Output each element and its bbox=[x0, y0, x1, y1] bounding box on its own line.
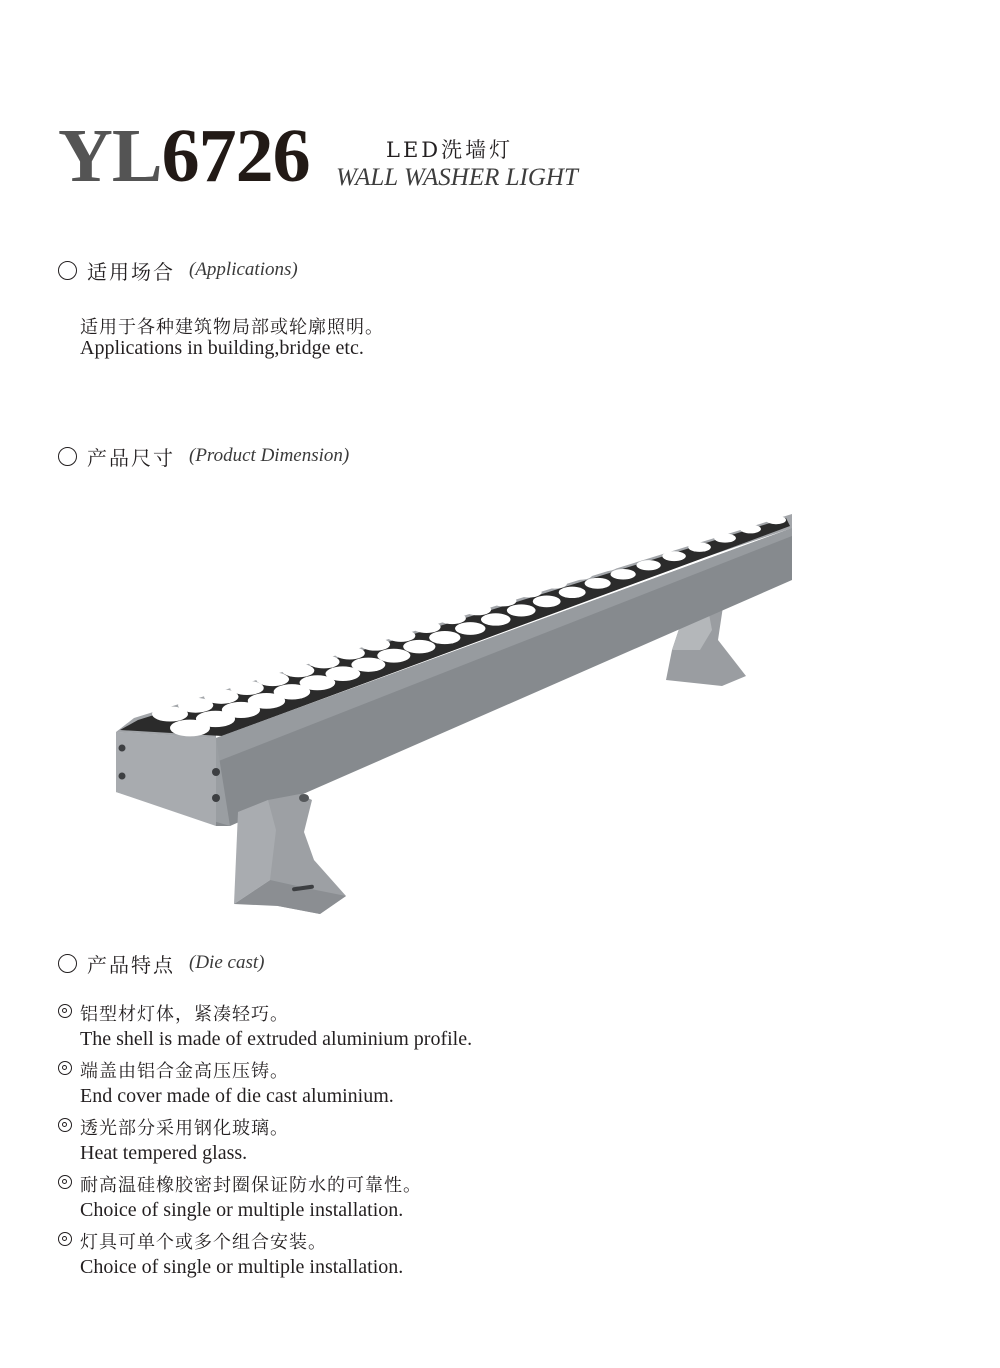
led-lens bbox=[725, 519, 744, 527]
led-lens bbox=[543, 578, 567, 588]
section-circle-icon bbox=[58, 261, 77, 280]
led-lens bbox=[621, 553, 643, 562]
led-lens bbox=[491, 596, 517, 607]
applications-text-cn: 适用于各种建筑物局部或轮廓照明。 bbox=[80, 317, 384, 338]
led-lens bbox=[636, 560, 660, 570]
led-lens bbox=[714, 534, 736, 543]
feature-text-en: Choice of single or multiple installation. bbox=[80, 1256, 404, 1278]
product-title-en: WALL WASHER LIGHT bbox=[336, 164, 578, 191]
features-heading-cn: 产品特点 bbox=[87, 952, 175, 977]
double-circle-bullet-icon bbox=[58, 1232, 72, 1246]
led-lens bbox=[386, 630, 415, 642]
led-lens bbox=[533, 596, 561, 608]
applications-heading-en: (Applications) bbox=[189, 259, 298, 280]
double-circle-bullet-icon bbox=[58, 1175, 72, 1189]
led-lens bbox=[585, 578, 611, 589]
section-circle-icon bbox=[58, 447, 77, 466]
feature-text-en: End cover made of die cast aluminium. bbox=[80, 1085, 394, 1107]
front-bracket bbox=[234, 794, 346, 914]
feature-text-en: Choice of single or multiple installation. bbox=[80, 1199, 404, 1221]
led-lens bbox=[569, 570, 592, 580]
product-title-cn: LED洗墙灯 bbox=[386, 138, 514, 162]
led-lens bbox=[429, 631, 460, 644]
features-heading bbox=[58, 950, 264, 976]
led-lens bbox=[282, 664, 314, 677]
feature-item bbox=[58, 1228, 758, 1285]
led-lens bbox=[662, 551, 685, 561]
dimension-heading-en: (Product Dimension) bbox=[189, 445, 350, 466]
led-lens bbox=[334, 647, 365, 660]
led-lens bbox=[766, 516, 786, 524]
led-lens bbox=[403, 640, 435, 654]
led-lens bbox=[740, 525, 761, 534]
led-lens bbox=[351, 658, 385, 672]
led-lens bbox=[559, 587, 586, 598]
dimension-heading bbox=[58, 443, 349, 469]
led-lens bbox=[481, 613, 511, 625]
feature-text-cn: 铝型材灯体，紧凑轻巧。 bbox=[80, 1004, 289, 1025]
led-lens bbox=[455, 622, 485, 635]
led-lens bbox=[360, 638, 390, 650]
feature-item bbox=[58, 1171, 758, 1228]
double-circle-bullet-icon bbox=[58, 1004, 72, 1018]
led-lens bbox=[751, 510, 769, 518]
model-digits: 6726 bbox=[161, 114, 310, 198]
led-lens bbox=[465, 604, 492, 615]
led-lens bbox=[611, 569, 636, 580]
wall-washer-light-image bbox=[100, 500, 810, 920]
feature-text-en: Heat tempered glass. bbox=[80, 1142, 248, 1164]
led-lens bbox=[412, 621, 440, 633]
double-circle-bullet-icon bbox=[58, 1061, 72, 1075]
led-lens bbox=[377, 649, 410, 663]
feature-item bbox=[58, 1114, 758, 1171]
led-lens bbox=[517, 587, 542, 598]
led-lens bbox=[595, 561, 618, 571]
section-circle-icon bbox=[58, 954, 77, 973]
model-prefix: YL bbox=[58, 114, 162, 198]
dimension-heading-cn: 产品尺寸 bbox=[87, 445, 175, 470]
double-circle-bullet-icon bbox=[58, 1118, 72, 1132]
features-heading-en: (Die cast) bbox=[189, 952, 265, 973]
led-lens bbox=[699, 527, 719, 535]
feature-item bbox=[58, 1057, 758, 1114]
led-lens bbox=[438, 613, 465, 625]
feature-text-en: The shell is made of extruded aluminium profile. bbox=[80, 1028, 473, 1050]
applications-heading bbox=[58, 257, 298, 283]
led-lens bbox=[673, 536, 693, 545]
feature-text-cn: 端盖由铝合金高压压铸。 bbox=[80, 1061, 289, 1082]
led-lens bbox=[256, 672, 289, 686]
feature-text-cn: 耐高温硅橡胶密封圈保证防水的可靠性。 bbox=[80, 1175, 422, 1196]
applications-heading-cn: 适用场合 bbox=[87, 259, 175, 284]
led-lens bbox=[507, 604, 536, 616]
led-lens bbox=[688, 542, 711, 551]
feature-item bbox=[58, 1000, 758, 1057]
model-number bbox=[58, 114, 310, 198]
applications-text-en: Applications in building,bridge etc. bbox=[80, 337, 364, 359]
led-lens bbox=[230, 681, 264, 695]
feature-text-cn: 透光部分采用钢化玻璃。 bbox=[80, 1118, 289, 1139]
feature-text-cn: 灯具可单个或多个组合安装。 bbox=[80, 1232, 327, 1253]
led-lens bbox=[308, 655, 339, 668]
feature-list bbox=[58, 1000, 758, 1285]
led-lens bbox=[647, 544, 668, 553]
